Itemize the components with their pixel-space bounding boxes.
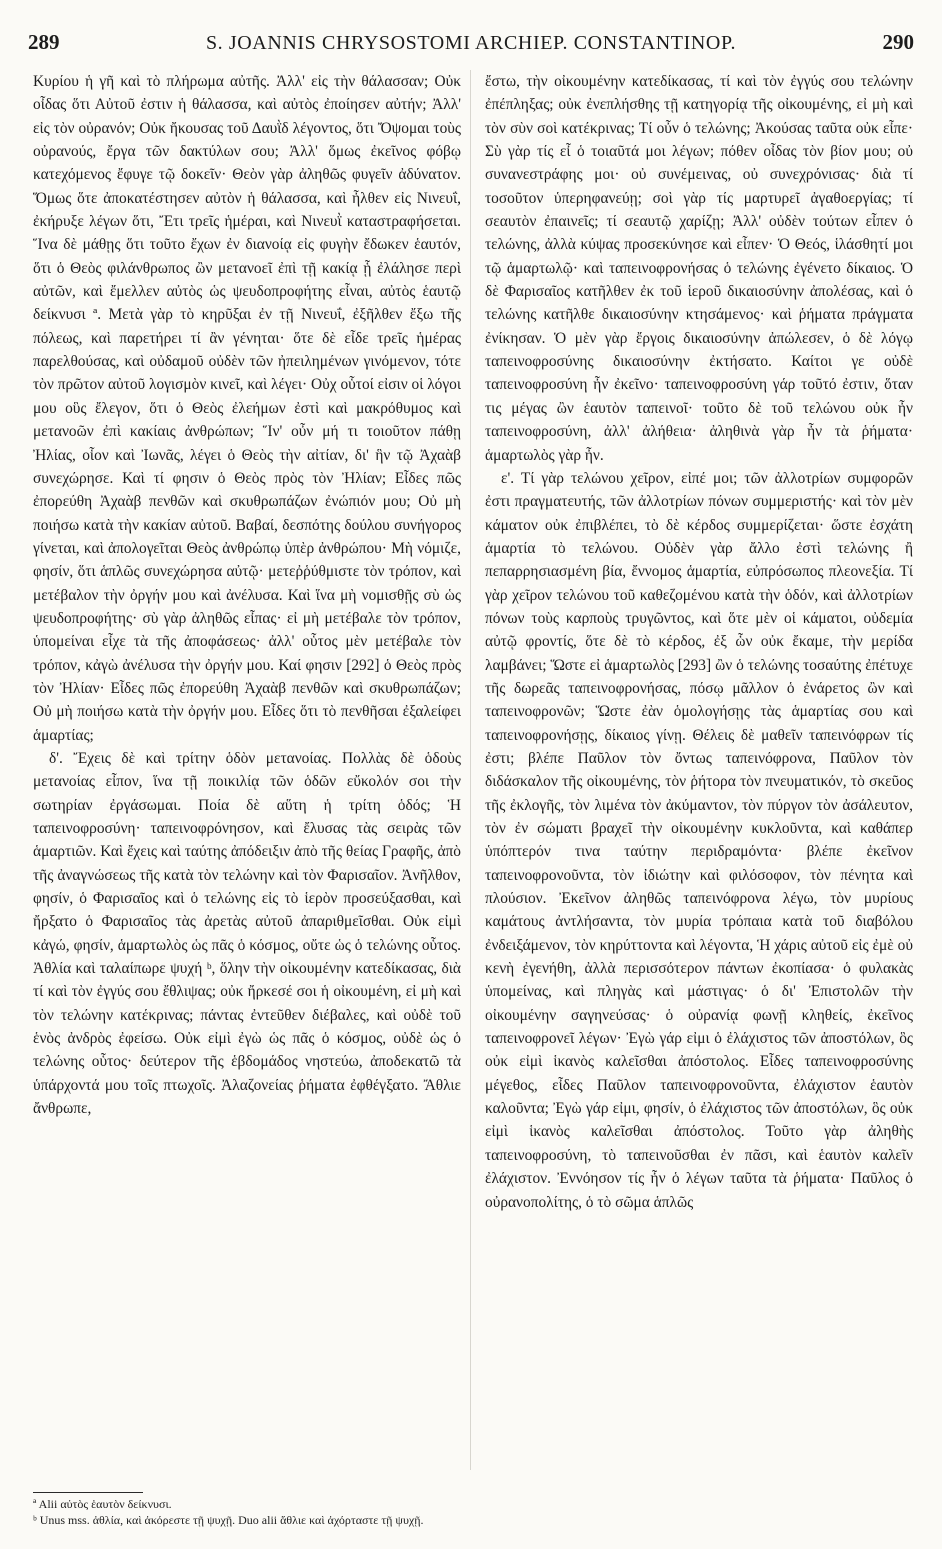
footnotes [33, 1497, 461, 1528]
paragraph-section-5: ε'. Τί γὰρ τελώνου χεῖρον, εἰπέ μοι; τῶν ἀλλοτρίων συμφορῶν ἐστι πραγματευτής, τῶν ἀλλοτρίων πόνων συμμεριστής· καὶ τὸν μὲν κάματον οὐκ ἐπιβλέπει, τὸ δὲ κέρδος συμμερίζεται· ὥστε ἐσχάτη ἁμαρτία τὸ τελώνου. Οὐδὲν γὰρ ἄλλο ἐστὶ τελώνης ἢ πεπαρρησιασμένη βία, ἔννομος ἁμαρτία, εὐπρόσωπος πλεονεξία. Τί γὰρ χεῖρον τελώνου τοῦ καθεζομένου κατὰ τὴν ὁδόν, καὶ ἀλλοτρίων πόνων τοὺς καρποὺς τρυγῶντος, καὶ ὅτε μὲν οἱ κάματοι, οὐδεμία αὐτῷ φροντίς, ὅτε δὲ τὸ κέρδος, ἐξ ὧν οὐκ ἔκαμε, τὴν μερίδα λαμβάνει; Ὥστε εἰ ἁμαρτωλὸς [293] ὢν ὁ τελώνης τοσαύτης ἐπέτυχε τῆς δωρεᾶς ταπεινοφρονήσας, πόσῳ μᾶλλον ὁ ἐνάρετος ὢν καὶ ταπεινοφρονῶν; Ὥστε ἐὰν ὁμολογήσῃς τὰς ἁμαρτίας σου καὶ ταπεινοφρονήσῃς, δίκαιος γίνῃ. Θέλεις δὲ μαθεῖν ταπεινόφρων τίς ἐστι; βλέπε Παῦλον τὸν ὄντως ταπεινόφρονα, Παῦλον τὸν διδάσκαλον τῆς οἰκουμένης, τὸν ῥήτορα τὸν πνευματικόν, τὸ σκεῦος τῆς ἐκλογῆς, τὸν λιμένα τὸν ἀκύμαντον, τὸν πύργον τὸν ἀσάλευτον, τὸν ἐν σώματι βραχεῖ τὴν οἰκουμένην κυκλοῦντα, καὶ καθάπερ ὑπόπτερόν τινα ταύτην περιδραμόντα· βλέπε ἐκεῖνον ταπεινοφρονοῦντα, τὸν ἰδιώτην καὶ φιλόσοφον, τὸν πένητα καὶ πλούσιον. Ἐκεῖνον ἀληθῶς ταπεινόφρονα λέγω, τὸν μυρίους καμάτους ἀντλήσαντα, τὸν μυρία τρόπαια κατὰ τοῦ διαβόλου ἐνδειξάμενον, τὸν κηρύττοντα καὶ λέγοντα, Ἡ χάρις αὐτοῦ εἰς ἐμὲ οὐ κενὴ ἐγενήθη, ἀλλὰ περισσότερον πάντων ἐκοπίασα· ὁ φυλακὰς ὑπομείνας, καὶ πληγὰς καὶ μάστιγας· ὁ δι' Ἐπιστολῶν τὴν οἰκουμένην σαγηνεύσας· ὁ οὐρανίᾳ φωνῇ κληθείς, ἐκεῖνος ταπεινοφρονεῖ λέγων· Ἐγὼ γάρ εἰμι ὁ ἐλάχιστος τῶν ἀποστόλων, ὃς οὐκ εἰμὶ ἱκανὸς καλεῖσθαι ἀπόστολος. Εἶδες ταπεινοφροσύνης μέγεθος, εἶδες Παῦλον ταπεινοφρονοῦντα, ἐλάχιστον ἑαυτὸν καλοῦντα; Ἐγὼ γάρ εἰμι, φησίν, ὁ ἐλάχιστος τῶν ἀποστόλων, ὃς οὐκ εἰμὶ ἱκανὸς καλεῖσθαι ἀπόστολος. Τοῦτο γὰρ ἀληθὴς ταπεινοφροσύνη, τὸ ταπεινοῦσθαι ἐν πᾶσι, καὶ ἑαυτὸν καλεῖν ἐλάχιστον. Ἐννόησον τίς ἦν ὁ λέγων ταῦτα τὰ ῥήματα· Παῦλος ὁ οὐρανοπολίτης, ὁ τὸ σῶμα ἁπλῶς [485, 469, 913, 1211]
running-title: S. JOANNIS CHRYSOSTOMI ARCHIEP. CONSTANTINOP. [205, 32, 737, 54]
footnote-rule [33, 1492, 143, 1493]
footnote-b: ᵇ Unus mss. ἀθλία, καὶ ἀκόρεστε τῇ ψυχῇ. Duo alii ἄθλιε καὶ ἀχόρταστε τῇ ψυχῇ. [33, 1512, 424, 1527]
footnote-a: ª Alii αὐτὸς ἑαυτὸν δείκνυσι. [33, 1497, 172, 1511]
paragraph-section-4: δ'. Ἔχεις δὲ καὶ τρίτην ὁδὸν μετανοίας. Πολλὰς δὲ ὁδοὺς μετανοίας εἶπον, ἵνα τῇ ποικιλίᾳ τῶν ὁδῶν εὔκολόν σοι τὴν σωτηρίαν ἐργάσωμαι. Ποία δὲ αὕτη ἡ τρίτη ὁδός; Ἡ ταπεινοφροσύνη· ταπεινοφρόνησον, καὶ ἔλυσας τὰς σειρὰς τῶν ἁμαρτιῶν. Καὶ ἔχεις καὶ ταύτης ἀπόδειξιν ἀπὸ τῆς θείας Γραφῆς, ἀπὸ τῆς ἀναγνώσεως τῆς κατὰ τὸν τελώνην καὶ τὸν Φαρισαῖον. Ἀνῆλθον, φησίν, ὁ Φαρισαῖος καὶ ὁ τελώνης εἰς τὸ ἱερὸν προσεύξασθαι, καὶ ἤρξατο ὁ Φαρισαῖος τὰς ἀρετὰς αὐτοῦ ἀπαριθμεῖσθαι. Οὐκ εἰμὶ κἀγώ, φησίν, ἁμαρτωλὸς ὡς πᾶς ὁ κόσμος, οὔτε ὡς ὁ τελώνης οὗτος. Ἀθλία καὶ ταλαίπωρε ψυχή ᵇ, ὅλην τὴν οἰκουμένην κατεδίκασας, διὰ τί καὶ τὸν ἐγγύς σου ἔθλιψας; οὐκ ἤρκεσέ σοι ἡ οἰκουμένη, εἰ μὴ καὶ τὸν τελώνην κατέκρινας; πάντας ἐντεῦθεν διέβαλες, καὶ οὐδὲ τοῦ ἑνὸς ἀνδρὸς ἐφείσω. Οὐκ εἰμὶ ἐγὼ ὡς πᾶς ὁ κόσμος, οὐδὲ ὡς ὁ τελώνης οὗτος· δεύτερον τῆς ἑβδομάδος νηστεύω, ἀποδεκατῶ τὰ ὑπάρχοντά μου τοῖς πτωχοῖς. Ἀλαζονείας ῥήματα ἐφθέγξατο. Ἄθλιε ἄνθρωπε, [33, 749, 461, 1118]
left-column [33, 70, 461, 1490]
page-number-left: 289 [28, 30, 60, 54]
page-number-right: 290 [882, 30, 914, 54]
paragraph: ἔστω, τὴν οἰκουμένην κατεδίκασας, τί καὶ τὸν ἐγγύς σου τελώνην ἐπέπληξας; οὐκ ἐνεπλήσθης τῇ κατηγορίᾳ τῆς οἰκουμένης, εἰ μὴ καὶ τὸν σὺν σοὶ κατέκρινας; Τί οὖν ὁ τελώνης; Ἀκούσας ταῦτα οὐκ εἶπε· Σὺ γὰρ τίς εἶ ὁ τοιαῦτά μοι λέγων; πόθεν οἶδας τὸν βίον μου; οὐ συνανεστράφης μοι· οὐ συνέμεινας, οὐ συνεχρόνισας· διὰ τί τοσοῦτον ὑπερηφανεύῃ; σοὶ γὰρ τίς μαρτυρεῖ ἀγαθοεργίας; τί σεαυτὸν ἐπαινεῖς; τί σεαυτῷ χαρίζῃ; Ἀλλ' οὐδὲν τούτων εἶπεν ὁ τελώνης, ἀλλὰ κύψας προσεκύνησε καὶ εἶπεν· Ὁ Θεός, ἱλάσθητί μοι τῷ ἁμαρτωλῷ· καὶ ταπεινοφρονήσας ὁ τελώνης ἐγένετο δίκαιος. Ὁ δὲ Φαρισαῖος κατῆλθεν ἐκ τοῦ ἱεροῦ δικαιοσύνην ἀπολέσας, καὶ ὁ τελώνης κατῆλθε δικαιοσύνην κτησάμενος· καὶ ῥήματα πράγματα ἐνίκησαν. Ὁ μὲν γὰρ ἔργοις δικαιοσύνην ἀπώλεσεν, ὁ δὲ λόγῳ ταπεινοφροσύνης δικαιοσύνην ἐκτήσατο. Καίτοι γε οὐδὲ ταπεινοφροσύνη ἦν ἐκεῖνο· ταπεινοφροσύνη γάρ τοῦτό ἐστιν, ὅταν τις μέγας ὢν ἑαυτὸν ταπεινοῖ· τοῦτο δὲ τοῦ τελώνου οὐκ ἦν ταπεινοφροσύνη, ἀλλ' ἀλήθεια· ἀληθινὰ γὰρ ἦν τὰ ῥήματα· ἁμαρτωλὸς γὰρ ἦν. [485, 73, 913, 464]
column-divider [470, 70, 471, 1470]
paragraph: Κυρίου ἡ γῆ καὶ τὸ πλήρωμα αὐτῆς. Ἀλλ' εἰς τὴν θάλασσαν; Οὐκ οἶδας ὅτι Αὐτοῦ ἐστιν ἡ θάλασσα, καὶ αὐτὸς ἐποίησεν αὐτήν; Ἀλλ' εἰς τὸν οὐρανόν; Οὐκ ἤκουσας τοῦ Δαυῒδ λέγοντος, ὅτι Ὄψομαι τοὺς οὐρανούς, ἔργα τῶν δακτύλων σου; Ἀλλ' ὅμως ἐκεῖνος φόβῳ κατεχόμενος ἔφυγε τῷ δοκεῖν· Θεὸν γὰρ ἀληθῶς φυγεῖν ἀδύνατον. Ὅμως ὅτε ἀποκατέστησεν αὐτὸν ἡ θάλασσα, καὶ ἦλθεν εἰς Νινευΐ, ἐκήρυξε λέγων ὅτι, Ἔτι τρεῖς ἡμέραι, καὶ Νινευῒ καταστραφήσεται. Ἵνα δὲ μάθῃς ὅτι τοῦτο ἔχων ἐν διανοίᾳ εἰς φυγὴν ἔδωκεν ἑαυτόν, ὅτι ὁ Θεὸς φιλάνθρωπος ὢν μετανοεῖ ἐπὶ τῇ κακίᾳ ᾗ ἐλάλησε περὶ αὐτῶν, καὶ ἔμελλεν αὐτὸς ὡς ψευδοπροφήτης εἶναι, αὐτὸς ἑαυτῷ δείκνυσι ª. Μετὰ γὰρ τὸ κηρῦξαι ἐν τῇ Νινευΐ, ἐξῆλθεν ἔξω τῆς πόλεως, καὶ παρετήρει τί ἂν γένηται· ὅτε δὲ εἶδε τρεῖς ἡμέρας παρελθούσας, καὶ οὐδαμοῦ οὐδὲν τῶν ἠπειλημένων γινόμενον, τότε τὸν πρῶτον αὐτοῦ λογισμὸν κινεῖ, καὶ λέγει· Οὐχ οὗτοί εἰσιν οἱ λόγοι μου οὓς ἔλεγον, ὅτι ὁ Θεὸς ἐλεήμων ἐστὶ καὶ μακρόθυμος καὶ μετανοῶν ἐπὶ κακίαις ἀνθρώπων; Ἵν' οὖν μή τι τοιοῦτον πάθῃ Ἠλίας, οἷον καὶ Ἰωνᾶς, λέγει ὁ Θεὸς τὴν αἰτίαν, δι' ἣν τῷ Ἀχαὰβ συνεχώρησε. Καὶ τί φησιν ὁ Θεὸς πρὸς τὸν Ἠλίαν; Εἶδες πῶς ἐπορεύθη Ἀχαὰβ πενθῶν καὶ σκυθρωπάζων ἐνώπιόν μου; Οὐ μὴ ποιήσω κατὰ τὴν κακίαν αὐτοῦ. Βαβαί, δεσπότης δούλου συνήγορος γίνεται, καὶ ἀπολογεῖται Θεὸς ἀνθρώπῳ ὑπὲρ ἀνθρώπου· Μὴ νόμιζε, φησίν, ὅτι ἁπλῶς συνεχώρησα αὐτῷ· μετεῤῥύθμιστε τὸν τρόπον, καὶ μετέβαλον τὴν ὀργήν μου καὶ ἀνέλυσα. Καὶ ἵνα μὴ νομισθῇς σὺ ὡς ψευδοπροφήτης· σὺ γὰρ ἀληθῶς εἶπας· εἰ μὴ μετέβαλε τὸν τρόπον, ὑπομείναι εἶχε τὰ τῆς ἀποφάσεως· ἀλλ' οὗτος μὲν μετέβαλε τὸν τρόπον, κἀγὼ ἀνέλυσα τὴν ὀργήν μου. Καί φησιν [292] ὁ Θεὸς πρὸς τὸν Ἠλίαν· Εἶδες πῶς ἐπορεύθη Ἀχαὰβ πενθῶν καὶ σκυθρωπάζων; Οὐ μὴ ποιήσω κατὰ τὴν ὀργήν μου. Εἶδες ὅτι τὸ πενθῆσαι ἐξαλείφει ἁμαρτίας; [33, 73, 461, 744]
running-header [28, 30, 914, 60]
right-column [485, 70, 913, 1540]
